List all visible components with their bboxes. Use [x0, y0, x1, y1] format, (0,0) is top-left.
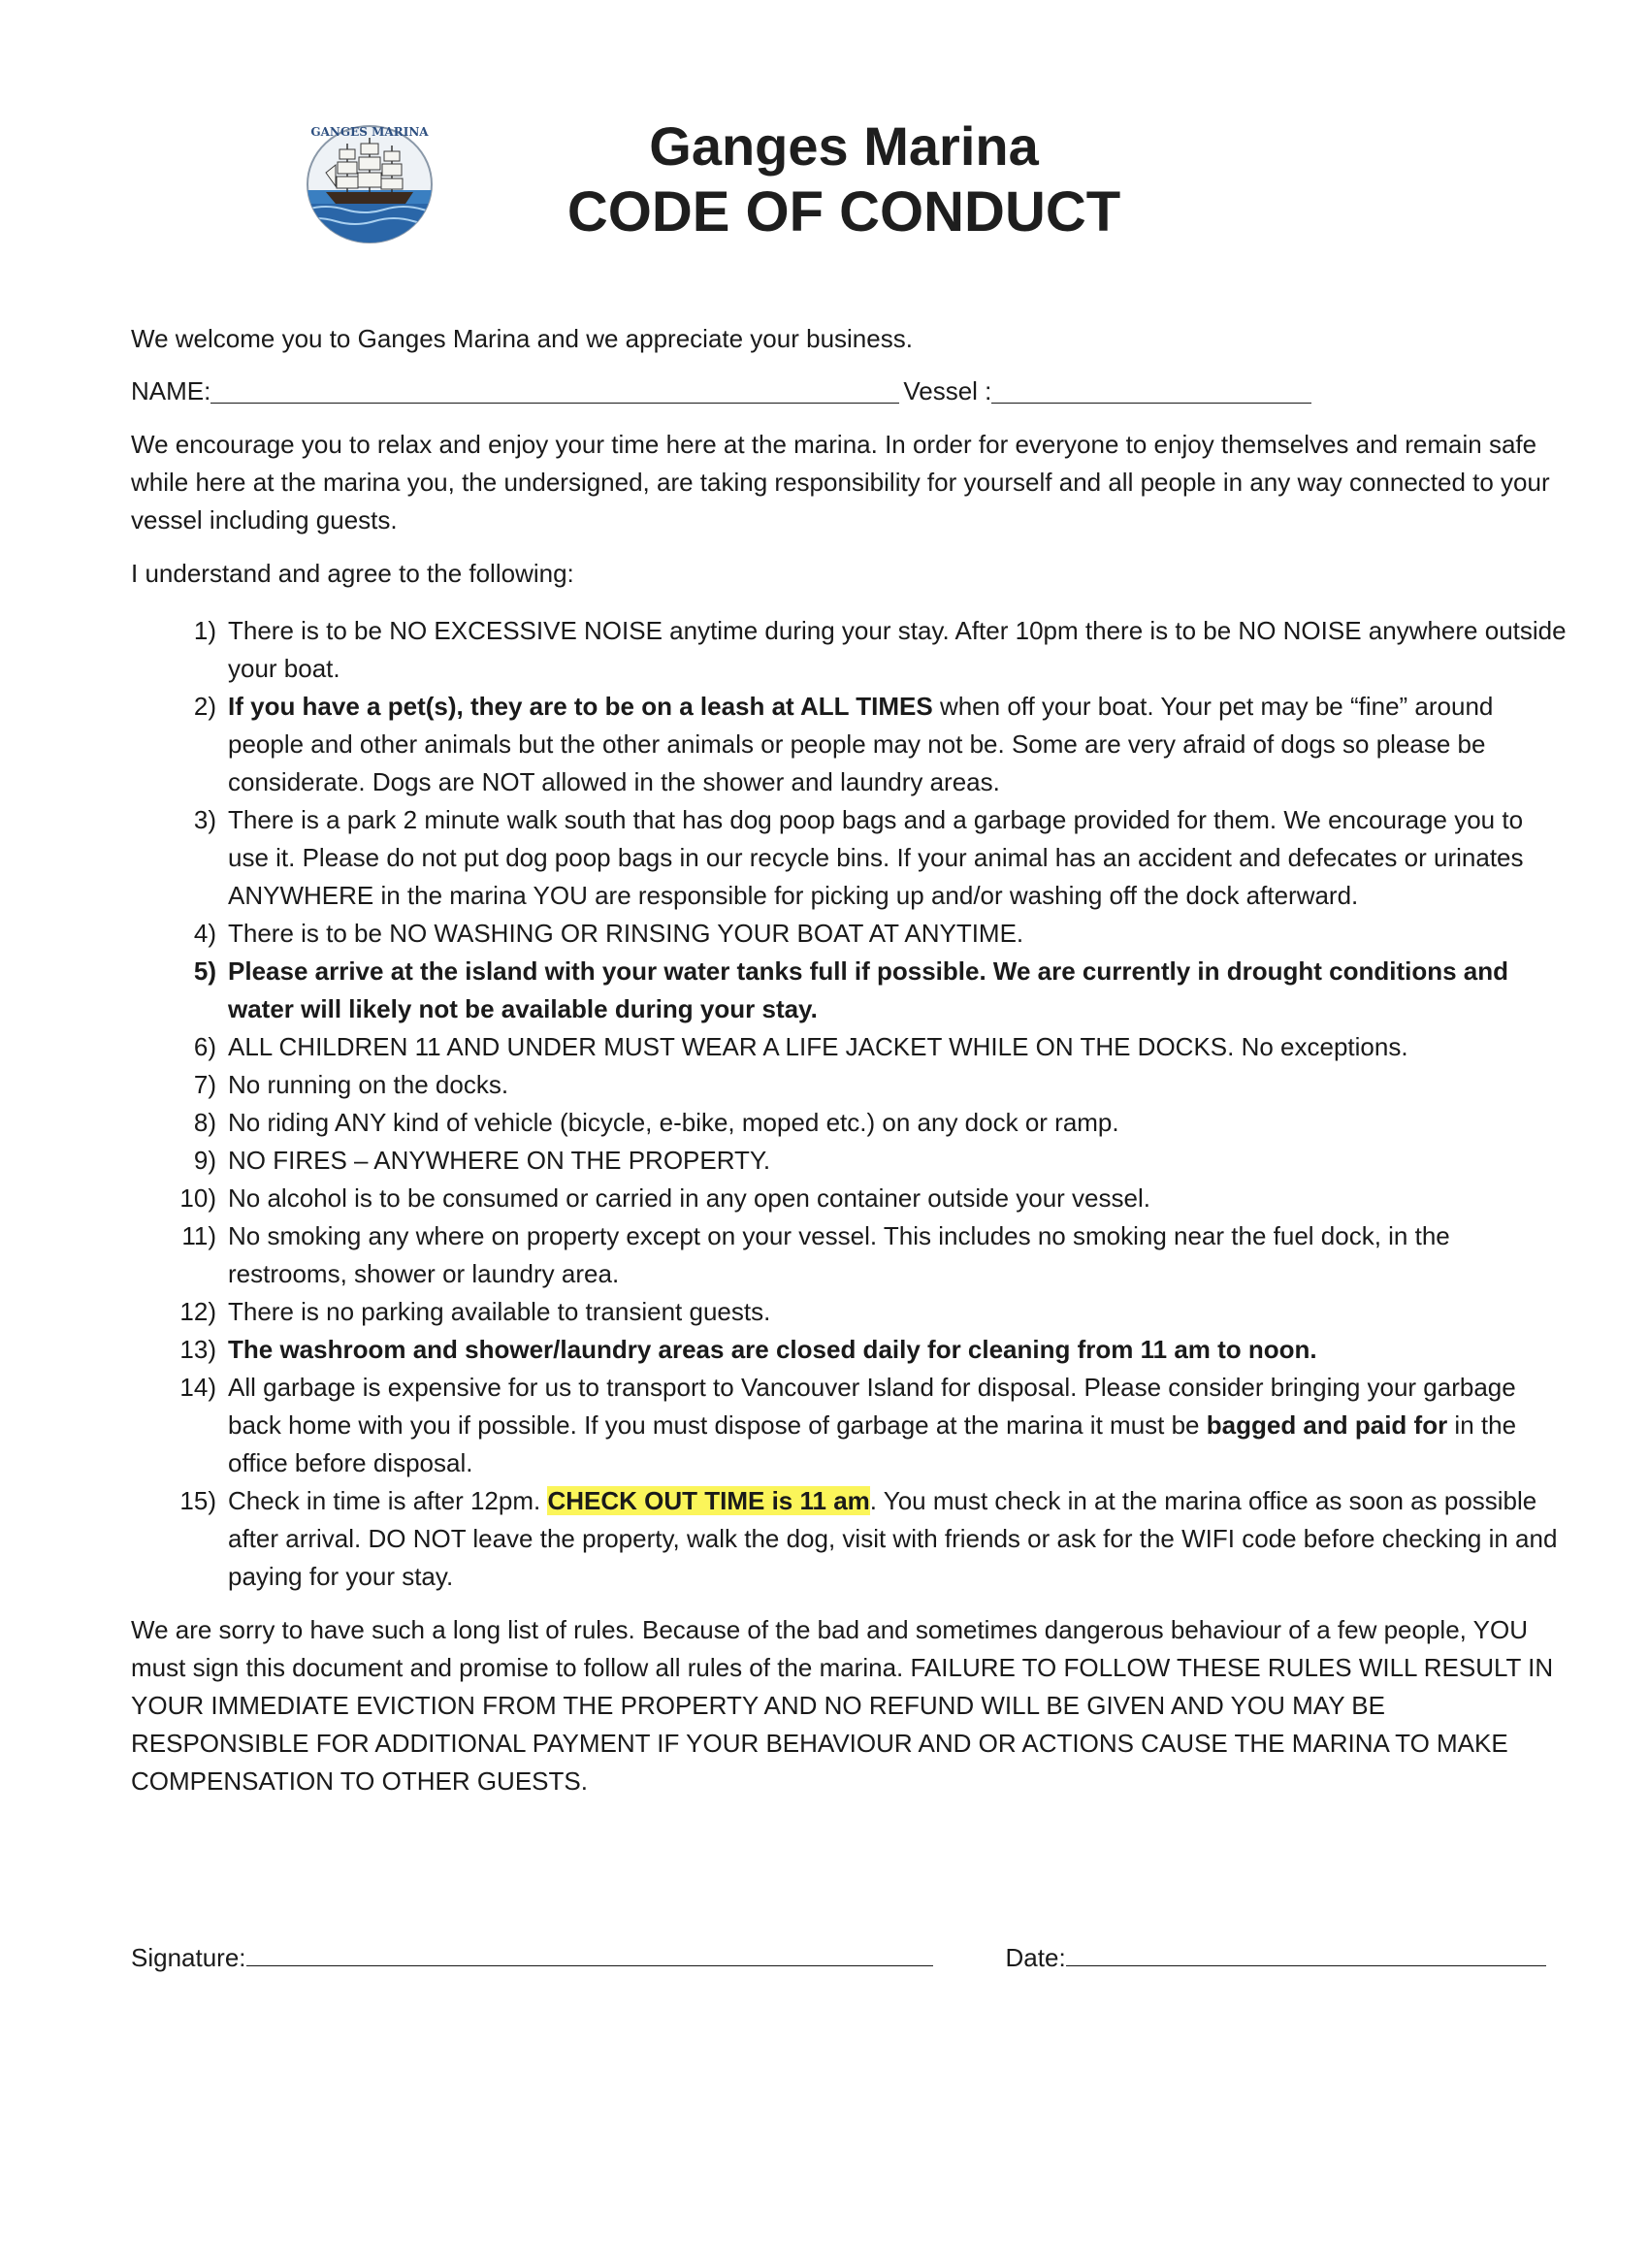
rule-text-part: in the office before disposal. [228, 1410, 1517, 1477]
rule-item [131, 953, 1567, 1028]
rule-text [228, 1142, 1567, 1180]
rule-text-part: There is to be NO EXCESSIVE NOISE anytime during your stay. After 10pm there is to be NO NOISE anywhere outside your boat. [228, 616, 1567, 683]
rule-text [228, 1369, 1567, 1482]
rule-text-part: There is a park 2 minute walk south that has dog poop bags and a garbage provided for them. We encourage you to use it. Please do not put dog poop bags in our recycle bins. If your animal has an accident and defecates or urinates ANYWHERE in the marina YOU are responsible for picking up and/or washing off the dock afterward. [228, 805, 1524, 910]
welcome-text: We welcome you to Ganges Marina and we appreciate your business. [131, 324, 913, 353]
rule-text [228, 1331, 1567, 1369]
date-label: Date: [1005, 1943, 1066, 1972]
rule-text-part: No smoking any where on property except on your vessel. This includes no smoking near the fuel dock, in the restrooms, shower or laundry area. [228, 1221, 1450, 1288]
rule-text [228, 953, 1567, 1028]
rule-item [131, 1142, 1567, 1180]
rule-item [131, 1331, 1567, 1369]
rule-item [131, 1104, 1567, 1142]
rule-text [228, 1293, 1567, 1331]
rule-text-part: . You must check in at the marina office as soon as possible after arrival. DO NOT leave the property, walk the dog, visit with friends or ask for the WIFI code before checking in and paying for your stay. [228, 1486, 1558, 1591]
rule-item [131, 801, 1567, 915]
rule-text-part: If you have a pet(s), they are to be on a leash at ALL TIMES [228, 692, 933, 721]
rule-text [228, 1482, 1567, 1596]
rule-text [228, 801, 1567, 915]
signature-label: Signature: [131, 1943, 246, 1972]
rule-text [228, 688, 1567, 801]
rule-text-part: Please arrive at the island with your water tanks full if possible. We are currently in drought conditions and water will likely not be available during your stay. [228, 956, 1509, 1023]
rule-item [131, 1217, 1567, 1293]
intro-paragraph: We encourage you to relax and enjoy your time here at the marina. In order for everyone to enjoy themselves and remain safe while here at the marina you, the undersigned, are taking responsibility for yourself and all people in any way connected to your vessel including guests. [131, 430, 1550, 535]
rule-text [228, 1104, 1567, 1142]
rule-text [228, 915, 1567, 953]
rule-number: 6) [193, 1032, 216, 1061]
rule-number: 3) [193, 805, 216, 834]
rule-item [131, 1066, 1567, 1104]
rule-item [131, 688, 1567, 801]
rule-text-part: when off your boat. Your pet may be “fine” around people and other animals but the other animals or people may not be. Some are very afraid of dogs so please be considerate. Dogs are NOT allowed in the shower and laundry areas. [228, 692, 1494, 796]
rule-text-part: All garbage is expensive for us to transport to Vancouver Island for disposal. Please consider bringing your garbage back home with you if possible. If you must dispose of garbage at the marina it must be [228, 1373, 1516, 1440]
rule-text-part: No riding ANY kind of vehicle (bicycle, e-bike, moped etc.) on any dock or ramp. [228, 1108, 1119, 1137]
rule-item [131, 1369, 1567, 1482]
rule-text [228, 1217, 1567, 1293]
rule-text-part: No running on the docks. [228, 1070, 509, 1099]
rule-text-part: No alcohol is to be consumed or carried in any open container outside your vessel. [228, 1183, 1150, 1213]
document-body [131, 320, 1567, 1800]
title-block [543, 114, 1145, 246]
closing-paragraph: We are sorry to have such a long list of rules. Because of the bad and sometimes dangerous behaviour of a few people, YOU must sign this document and promise to follow all rules of the marina. FAILURE TO FOLLOW THESE RULES WILL RESULT IN YOUR IMMEDIATE EVICTION FROM THE PROPERTY AND NO REFUND WILL BE GIVEN AND YOU MAY BE RESPONSIBLE FOR ADDITIONAL PAYMENT IF YOUR BEHAVIOUR AND OR ACTIONS CAUSE THE MARINA TO MAKE COMPENSATION TO OTHER GUESTS. [131, 1615, 1554, 1796]
rule-number: 5) [193, 956, 216, 986]
rule-number: 10) [179, 1183, 216, 1213]
rule-item [131, 1028, 1567, 1066]
rule-text-part: The washroom and shower/laundry areas are closed daily for cleaning from 11 am to noon. [228, 1335, 1317, 1364]
rule-text-part: Check in time is after 12pm. [228, 1486, 548, 1515]
name-field[interactable] [210, 375, 899, 404]
rule-text [228, 612, 1567, 688]
rule-item [131, 1482, 1567, 1596]
rule-item [131, 1180, 1567, 1217]
rule-number: 7) [193, 1070, 216, 1099]
rule-text-part: bagged and paid for [1206, 1410, 1448, 1440]
page-title: Ganges Marina [649, 115, 1039, 177]
rule-number: 15) [179, 1486, 216, 1515]
rule-text-part: ALL CHILDREN 11 AND UNDER MUST WEAR A LIFE JACKET WHILE ON THE DOCKS. No exceptions. [228, 1032, 1408, 1061]
rules-list [131, 612, 1567, 1596]
logo-text: GANGES MARINA [310, 125, 429, 139]
rule-item [131, 612, 1567, 688]
rule-number: 14) [179, 1373, 216, 1402]
rule-number: 9) [193, 1146, 216, 1175]
rule-item [131, 915, 1567, 953]
rule-text [228, 1028, 1567, 1066]
vessel-field[interactable] [991, 375, 1311, 404]
rule-number: 13) [179, 1335, 216, 1364]
agree-statement: I understand and agree to the following: [131, 559, 574, 588]
rule-text-part: There is no parking available to transient guests. [228, 1297, 771, 1326]
rule-number: 2) [193, 692, 216, 721]
rule-number: 8) [193, 1108, 216, 1137]
name-vessel-row [131, 372, 1567, 410]
highlighted-text: CHECK OUT TIME is 11 am [547, 1486, 870, 1515]
date-field[interactable] [1066, 1938, 1546, 1966]
vessel-label: Vessel : [903, 376, 992, 405]
rule-number: 1) [193, 616, 216, 645]
rule-text-part: NO FIRES – ANYWHERE ON THE PROPERTY. [228, 1146, 771, 1175]
ganges-marina-logo [287, 114, 452, 250]
rule-text [228, 1180, 1567, 1217]
signature-field[interactable] [246, 1938, 933, 1966]
rule-item [131, 1293, 1567, 1331]
signature-row [131, 1938, 1567, 1973]
name-label: NAME: [131, 376, 211, 405]
page-subtitle: CODE OF CONDUCT [566, 180, 1121, 243]
rule-number: 11) [181, 1221, 216, 1250]
rule-text-part: There is to be NO WASHING OR RINSING YOUR BOAT AT ANYTIME. [228, 919, 1024, 948]
rule-number: 4) [193, 919, 216, 948]
rule-text [228, 1066, 1567, 1104]
rule-number: 12) [179, 1297, 216, 1326]
